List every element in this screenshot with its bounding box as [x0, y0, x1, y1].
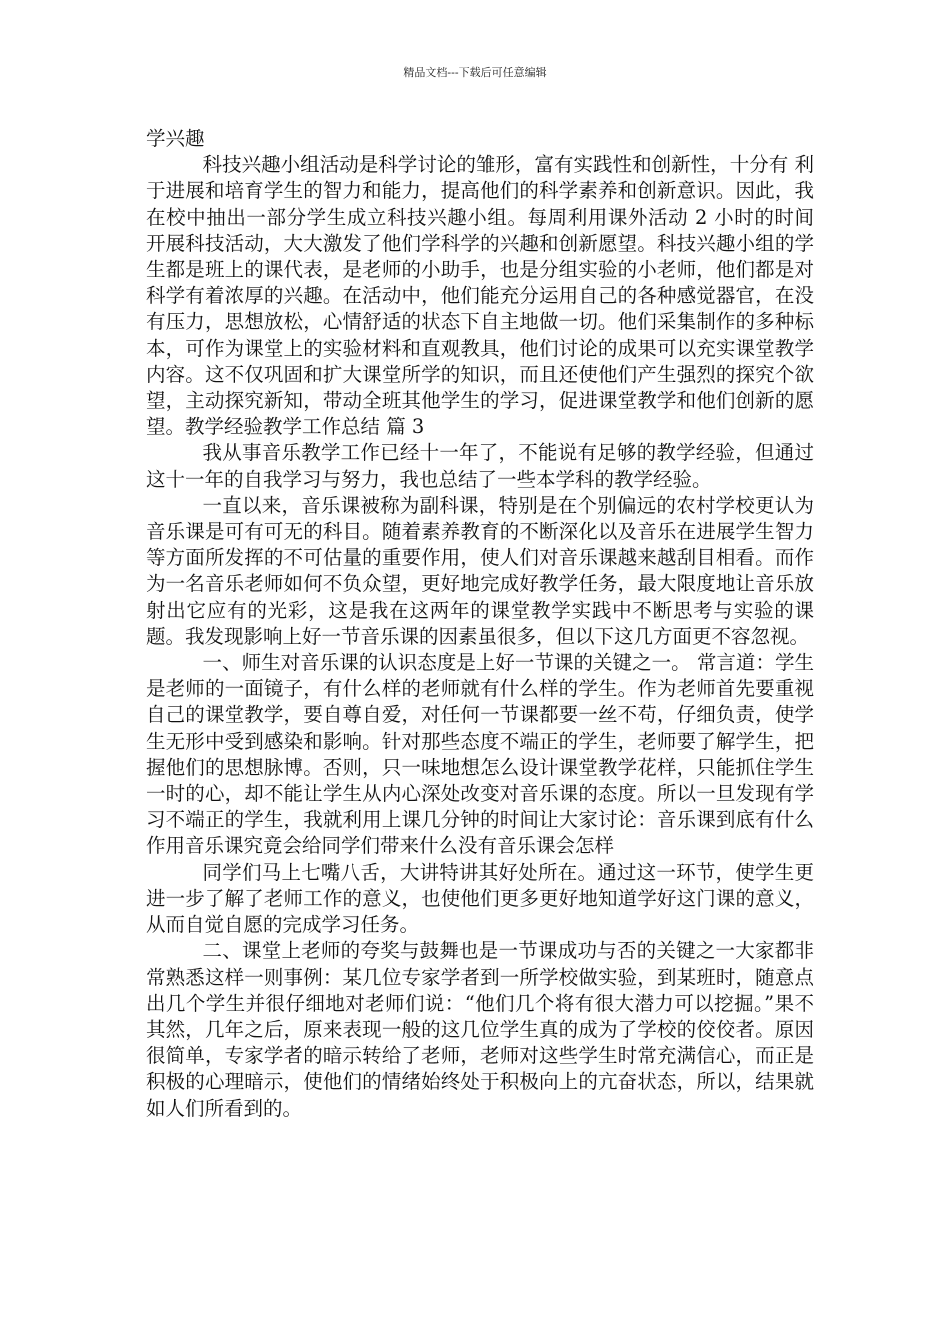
- paragraph-music-intro: 我从事音乐教学工作已经十一年了，不能说有足够的教学经验，但通过这十一年的自我学习与努力，我也总结了一些本学科的教学经验。: [146, 441, 814, 491]
- document-body: [146, 126, 814, 1122]
- page-header: 精品文档---下载后可任意编辑: [403, 66, 547, 79]
- paragraph-point-two: 二、课堂上老师的夸奖与鼓舞也是一节课成功与否的关键之一大家都非常熟悉这样一则事例：某几位专家学者到一所学校做实验，到某班时，随意点出几个学生并很仔细地对老师们说：“他们几个将有很大潜力可以挖掘。”果不其然，几年之后，原来表现一般的这几位学生真的成为了学校的佼佼者。原因很简单，专家学者的暗示转给了老师，老师对这些学生时常充满信心，而正是积极的心理暗示，使他们的情绪始终处于积极向上的亢奋状态，所以，结果就如人们所看到的。: [146, 939, 814, 1120]
- paragraph-science-club: 科技兴趣小组活动是科学讨论的雏形，富有实践性和创新性，十分有 利于进展和培育学生的智力和能力，提高他们的科学素养和创新意识。因此，我在校中抽出一部分学生成立科技兴趣小组。每周利用课外活动 2 小时的时间开展科技活动，大大激发了他们学科学的兴趣和创新愿望。科技兴趣小组的学生都是班上的课代表，是老师的小助手，也是分组实验的小老师，他们都是对科学有着浓厚的兴趣。在活动中，他们能充分运用自己的各种感觉器官，在没有压力，思想放松，心情舒适的状态下自主地做一切。他们采集制作的多种标本，可作为课堂上的实验材料和直观教具，他们讨论的成果可以充实课堂教学内容。这不仅巩固和扩大课堂所学的知识，而且还使他们产生强烈的探究个欲望，主动探究新知，带动全班其他学生的学习，促进课堂教学和他们创新的愿望。教学经验教学工作总结 篇 3: [146, 153, 814, 439]
- paragraph-student-discussion: 同学们马上七嘴八舌，大讲特讲其好处所在。通过这一环节，使学生更进一步了解了老师工作的意义，也使他们更多更好地知道学好这门课的意义，从而自觉自愿的完成学习任务。: [146, 860, 814, 937]
- paragraph-continuation-heading: 学兴趣: [146, 127, 205, 150]
- paragraph-point-one: 一、师生对音乐课的认识态度是上好一节课的关键之一。 常言道：学生是老师的一面镜子，有什么样的老师就有什么样的学生。作为老师首先要重视自己的课堂教学，要自尊自爱，对任何一节课都要一丝不苟，仔细负责，使学生无形中受到感染和影响。针对那些态度不端正的学生，老师要了解学生，把握他们的思想脉博。否则，只一味地想怎么设计课堂教学花样，只能抓住学生一时的心，却不能让学生从内心深处改变对音乐课的态度。所以一旦发现有学习不端正的学生，我就利用上课几分钟的时间让大家讨论：音乐课到底有什么作用音乐课究竟会给同学们带来什么没有音乐课会怎样: [146, 651, 814, 858]
- paragraph-music-status: 一直以来，音乐课被称为副科课，特别是在个别偏远的农村学校更认为音乐课是可有可无的科目。随着素养教育的不断深化以及音乐在进展学生智力等方面所发挥的不可估量的重要作用，使人们对音乐课越来越刮目相看。而作为一名音乐老师如何不负众望，更好地完成好教学任务，最大限度地让音乐放射出它应有的光彩，这是我在这两年的课堂教学实践中不断思考与实验的课题。我发现影响上好一节音乐课的因素虽很多，但以下这几方面更不容忽视。: [146, 493, 814, 648]
